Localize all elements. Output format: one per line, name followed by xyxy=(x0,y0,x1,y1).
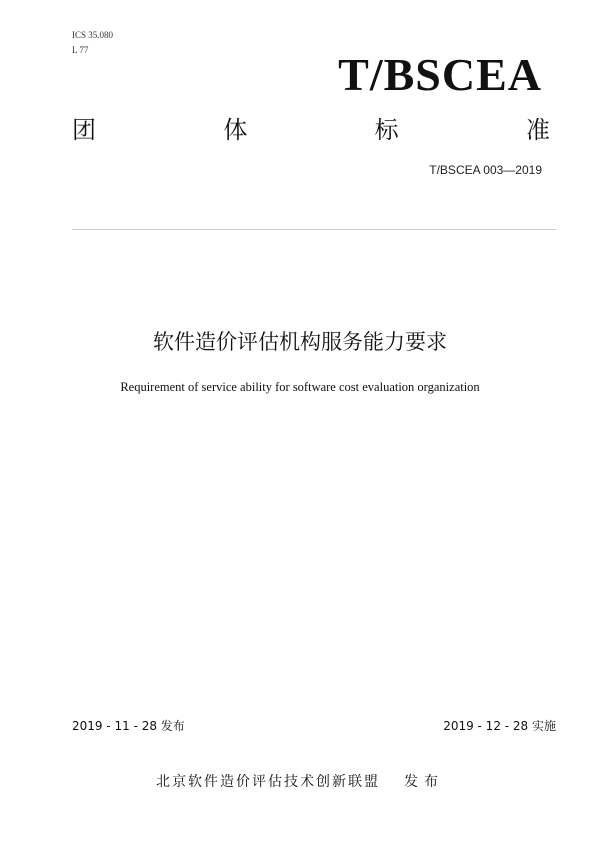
standard-type-char: 准 xyxy=(525,116,550,144)
ics-code: ICS 35.080 xyxy=(72,30,114,40)
standard-type-char: 团 xyxy=(72,116,96,144)
standard-type xyxy=(72,115,550,145)
document-title-chinese: 软件造价评估机构服务能力要求 xyxy=(153,330,447,354)
document-title-english: Requirement of service ability for software cost evaluation organization xyxy=(120,380,480,394)
issuer-line xyxy=(0,772,600,792)
issue-label: 发布 xyxy=(404,774,444,790)
standard-type-char: 体 xyxy=(223,116,248,144)
implement-date: 2019 - 12 - 28 实施 xyxy=(443,719,556,733)
publish-date: 2019 - 11 - 28 发布 xyxy=(72,719,185,733)
standard-type-char: 标 xyxy=(374,116,399,144)
standard-brand: T/BSCEA xyxy=(338,49,542,100)
issuer-name: 北京软件造价评估技术创新联盟 xyxy=(156,774,380,790)
standard-number: T/BSCEA 003—2019 xyxy=(429,163,542,177)
header-divider xyxy=(72,229,556,230)
ccs-code: L 77 xyxy=(72,45,89,55)
